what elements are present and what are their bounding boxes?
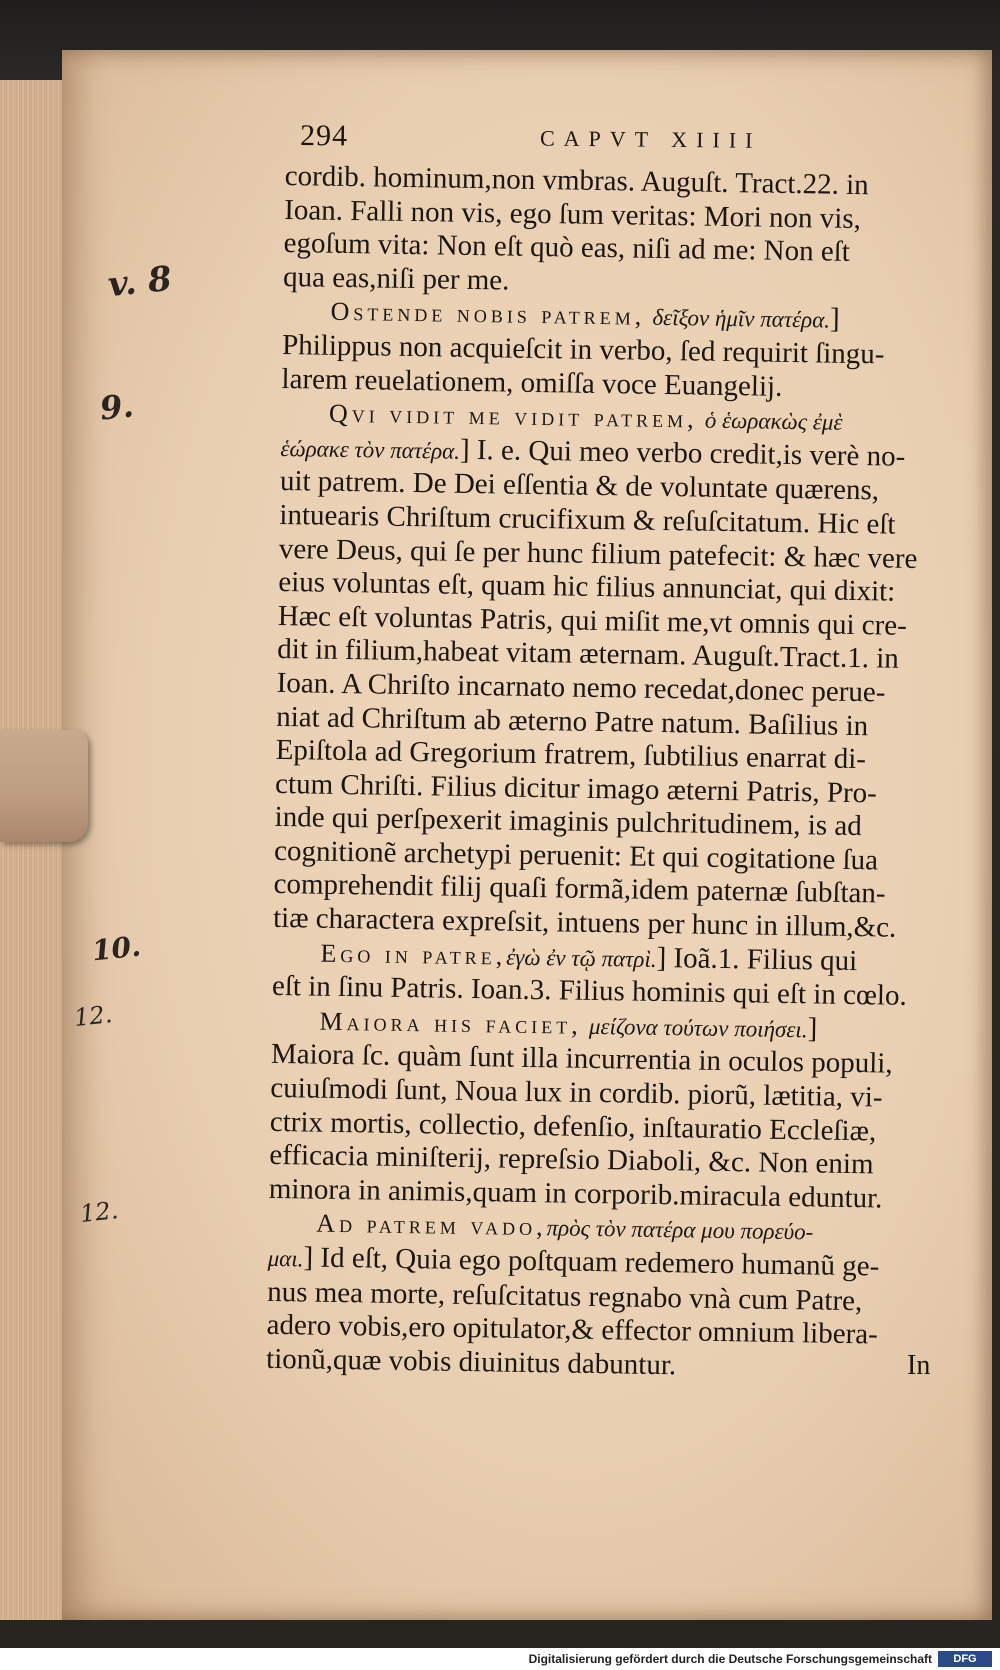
page-header (300, 119, 880, 165)
text-line: cuiuſmodi ſunt, Noua lux in cordib. piorũ, lætitia, vi- (270, 1071, 883, 1114)
text-line: Ioan. A Chriſto incarnato nemo recedat,donec perue- (276, 666, 886, 709)
text-line: intuearis Chriſtum crucifixum & reſuſcitatum. Hic eſt (279, 498, 896, 541)
text-line: ctum Chriſti. Filius dicitur imago æterni Patris, Pro- (274, 767, 878, 810)
page-number: 294 (299, 118, 349, 153)
text-line: dit in filium,habeat vitam æternam. Auguſt.Tract.1. in (277, 633, 900, 676)
margin-note: 12. (78, 1196, 120, 1228)
text-line: tionũ,quæ vobis diuinitus dabuntur. (265, 1342, 677, 1382)
lemma: Ad patrem vado, (316, 1209, 547, 1242)
text-line: inde qui perſpexerit imaginis pulchritudinem, is ad (274, 801, 862, 843)
text-run: ] Ioã.1. Filius qui (656, 941, 858, 977)
text-line: minora in animis,quam in corporib.miracula eduntur. (268, 1172, 883, 1215)
text-run: ] Id eſt, Quia ego poſtquam redemero humanũ ge- (303, 1241, 880, 1283)
lemma-bracket: ] (829, 302, 840, 336)
text-line: cognitionẽ archetypi peruenit: Et qui cogitatione ſua (273, 834, 879, 877)
text-line: eius voluntas eſt, quam hic filius annunciat, qui dixit: (278, 566, 896, 608)
margin-note: v. 8 (106, 258, 174, 306)
footer-bar (0, 1648, 1000, 1670)
text-line: niat ad Chriſtum ab æterno Patre natum. Baſilius in (276, 700, 869, 742)
text-line: Ioan. Falli non vis, ego ſum veritas: Mori non vis, (283, 193, 862, 235)
text-line: tiæ charactera expreſsit, intuens per hunc in illum,&c. (272, 901, 897, 944)
text-line: uit patrem. De Dei eſſentia & de voluntate quærens, (279, 465, 880, 507)
text-line: vere Deus, qui ſe per hunc filium patefecit: & hæc vere (278, 532, 918, 575)
running-head: CAPVT XIIII (539, 125, 762, 153)
margin-note: 12. (72, 1000, 114, 1032)
greek-text: πρὸς τὸν πατέρα μου πορεύο- (546, 1215, 814, 1245)
text-line: qua eas,niſi per me. (282, 260, 510, 297)
greek-text: δεῖξον ἡμῖν πατέρα. (652, 305, 831, 333)
text-line: nus mea morte, reſuſcitatus regnabo vnà cum Patre, (266, 1275, 863, 1317)
lemma: Qvi vidit me vidit patrem, (328, 398, 698, 434)
lemma: Ostende nobis patrem, (330, 297, 646, 332)
greek-text: μείζονα τούτων ποιήσει. (588, 1013, 808, 1043)
text-line: comprehendit filij quaſi formã,idem paternæ ſubſtan- (273, 868, 886, 910)
text-line: Maiora ſc. quàm ſunt illa incurrentia in oculos populi, (270, 1038, 893, 1081)
greek-text: ἐγὼ ἐν τῷ πατρὶ. (506, 944, 657, 972)
lemma: Maiora his faciet, (319, 1006, 582, 1040)
text-line: egoſum vita: Non eſt quò eas, niſi ad me: Non eſt (283, 227, 851, 269)
page-clip (0, 730, 88, 842)
text-run: ] I. e. Qui meo verbo credit,is verè no- (459, 433, 906, 473)
text-line: ctrix mortis, collectio, defenſio, inſtauratio Eccleſiæ, (269, 1105, 877, 1148)
text-line: Hæc eſt voluntas Patris, qui miſit me,vt omnis qui cre- (277, 599, 908, 642)
text-line: Philippus non acquieſcit in verbo, ſed requirit ſingu- (281, 328, 885, 371)
text-line: adero vobis,ero opitulator,& effector omnium libera- (266, 1309, 879, 1351)
margin-note: 10. (90, 929, 143, 968)
catchword: In (907, 1350, 931, 1381)
lemma-bracket: ] (807, 1012, 818, 1045)
text-line: Epiſtola ad Gregorium fratrem, ſubtilius enarrat di- (275, 734, 867, 776)
lemma: Ego in patre, (320, 938, 507, 971)
text-line: eſt in ſinu Patris. Ioan.3. Filius hominis qui eſt in cœlo. (271, 970, 907, 1013)
dfg-logo: DFG (938, 1651, 992, 1667)
footer-credit: Digitalisierung gefördert durch die Deutsche Forschungsgemeinschaft (528, 1652, 932, 1666)
text-line: larem reuelationem, omiſſa voce Euangelij. (281, 362, 783, 403)
greek-text: μαι. (267, 1245, 304, 1272)
margin-note: 9. (98, 386, 136, 428)
text-line: cordib. hominum,non vmbras. Auguſt. Tract.22. in (284, 160, 869, 202)
greek-text: ὁ ἑωρακὼς ἐμὲ (704, 407, 843, 435)
body-text (266, 160, 935, 1386)
greek-text: ἑώρακε τὸν πατέρα. (280, 435, 461, 464)
text-line: efficacia miniſterij, repreſsio Diaboli, &c. Non enim (269, 1139, 874, 1181)
